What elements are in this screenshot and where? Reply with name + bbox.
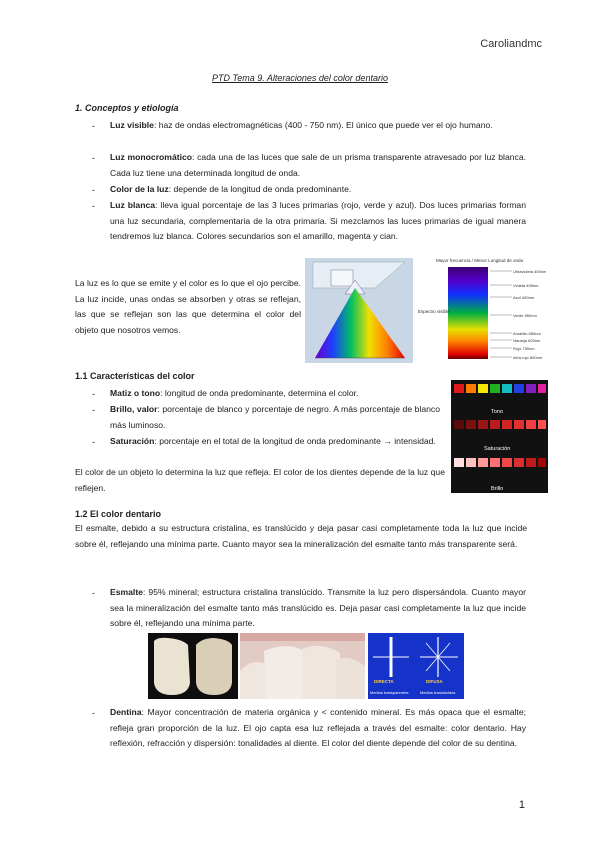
bullet-dash: - bbox=[92, 201, 95, 211]
bullet-dash: - bbox=[92, 121, 95, 131]
difusa-label: DIFUSA bbox=[426, 679, 443, 684]
enamel-paragraph: El esmalte, debido a su estructura cristalina, es translúcido y deja pasar casi completamente toda la luz que incide sobre él, reflejando una mínima parte. Cuanto mayor sea la mineralización del esmalte tanto más transparente será. bbox=[75, 523, 527, 549]
spectrum-band-label: Rojo 750nm bbox=[513, 346, 535, 351]
directa-label: DIRECTA bbox=[374, 679, 394, 684]
bullet-luz-visible: Luz visible: haz de ondas electromagnéticas (400 - 750 nm). El único que puede ver el ojo humano. bbox=[110, 120, 493, 130]
spectrum-band-label: Infra rojo 800nm bbox=[513, 355, 543, 360]
spectrum-top-label: Mayor frecuencia / Menor Longitud de onda bbox=[436, 258, 524, 263]
bullet-dash: - bbox=[92, 153, 95, 163]
bullet-matiz: Matiz o tono: longitud de onda predominante, determina el color. bbox=[110, 388, 359, 398]
medios-transparentes-label: Medios transparentes bbox=[370, 690, 409, 695]
color-characteristics-figure bbox=[451, 380, 548, 493]
bullet-luz-blanca: Luz blanca: lleva igual porcentaje de las 3 luces primarias (rojo, verde y azul). Dos luces primarias forman una luz secundaria, complementaria de la otra primaria. Si mezclamos las luces primarias de igual manera tendremos luz blanca. Colores secundarios son el amarillo, magenta y cian. bbox=[110, 200, 526, 242]
bullet-dash: - bbox=[92, 389, 95, 399]
bullet-dash: - bbox=[92, 185, 95, 195]
bullet-dash: - bbox=[92, 708, 95, 718]
spectrum-band-label: Violeta 455nm bbox=[513, 283, 539, 288]
light-diagram bbox=[368, 633, 464, 699]
spectrum-band-label: Naranja 620nm bbox=[513, 338, 541, 343]
section-1-2-heading: 1.2 El color dentario bbox=[75, 509, 162, 519]
page-title: PTD Tema 9. Alteraciones del color dentario bbox=[212, 73, 388, 83]
author-header: Caroliandmc bbox=[480, 38, 542, 50]
color-paragraph: El color de un objeto lo determina la luz que refleja. El color de los dientes depende de la luz que reflejen. bbox=[75, 467, 445, 493]
bullet-dentina: Dentina: Mayor concentración de materia orgánica y < contenido mineral. Es más opaca que el esmalte; refleja gran proporción de la luz. El ojo capta esa luz reflejada a través del esmalte: color dentario. Hay reflexión, refracción y dispersión: tonalidades al diente. El color del diente depende del color de su dentina. bbox=[110, 707, 526, 749]
bullet-brillo: Brillo, valor: porcentaje de blanco y porcentaje de negro. A más porcentaje de blanco más luminoso. bbox=[110, 404, 440, 430]
spectrum-band-label: Verde 550nm bbox=[513, 313, 537, 318]
spectrum-figure bbox=[418, 255, 546, 365]
page-number: 1 bbox=[518, 799, 525, 811]
bullet-esmalte: Esmalte: 95% mineral; estructura cristalina translúcido. Transmite la luz pero dispersándola. Cuanto mayor sea la mineralización del esmalte tanto más translúcido es. Deja pasar casi completamente la luz que incide sobre él, reflejando una mínima parte. bbox=[110, 587, 526, 629]
spectrum-band-label: Amarillo 580nm bbox=[513, 331, 541, 336]
spectrum-side-label: Espectro visible bbox=[418, 309, 450, 314]
bullet-dash: - bbox=[92, 588, 95, 598]
bullet-dash: - bbox=[92, 437, 95, 447]
spectrum-band-label: Azul 490nm bbox=[513, 295, 535, 300]
saturacion-label: Saturación bbox=[484, 446, 511, 452]
section-1-heading: 1. Conceptos y etiología bbox=[75, 103, 179, 113]
section-1-1-heading: 1.1 Características del color bbox=[75, 371, 195, 381]
tooth-photo-2 bbox=[240, 633, 365, 699]
tooth-photo-1 bbox=[148, 633, 238, 699]
prism-figure bbox=[305, 258, 413, 363]
bullet-dash: - bbox=[92, 405, 95, 415]
spectrum-band-label: Ultravioleta 400nm bbox=[513, 269, 546, 274]
bullet-saturacion: Saturación: porcentaje en el total de la longitud de onda predominante → intensidad. bbox=[110, 436, 436, 446]
light-paragraph: La luz es lo que se emite y el color es lo que el ojo percibe. La luz incide, unas ondas se absorben y otras se reflejan, las que se reflejan son las que determina el color del objeto que nosotros vemos. bbox=[75, 278, 301, 336]
bullet-luz-monocromatico: Luz monocromático: cada una de las luces que sale de un prisma transparente atravesado por luz blanca. Cada luz tiene una determinada longitud de onda. bbox=[110, 152, 526, 178]
brillo-label: Brillo bbox=[491, 486, 504, 492]
bullet-color-luz: Color de la luz: depende de la longitud de onda predominante. bbox=[110, 184, 352, 194]
tono-label: Tono bbox=[491, 409, 503, 415]
medios-translucidos-label: Medios translúcidos bbox=[420, 690, 456, 695]
